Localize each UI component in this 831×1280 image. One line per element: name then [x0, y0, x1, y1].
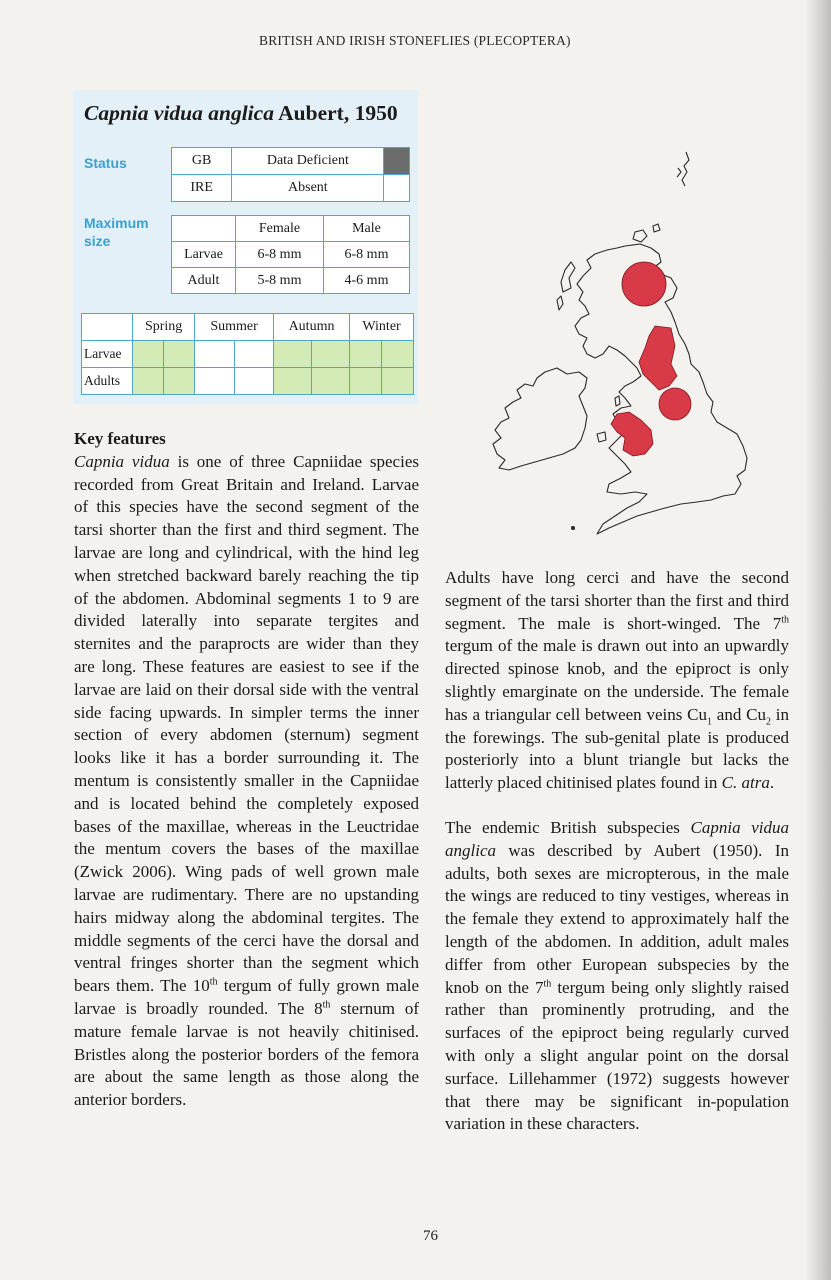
season-cell [234, 368, 273, 395]
season-stage: Adults [82, 368, 133, 395]
season-header-row [82, 314, 414, 341]
species-name: Capnia vidua anglica [84, 101, 274, 125]
running-head: BRITISH AND IRISH STONEFLIES (PLECOPTERA) [259, 33, 571, 48]
ireland-outline [493, 368, 587, 470]
season-row-larvae [82, 341, 414, 368]
size-stage: Adult [172, 268, 236, 294]
status-table [171, 147, 410, 202]
size-corner [172, 216, 236, 242]
size-col-male: Male [324, 216, 410, 242]
record-area-pennines [639, 326, 677, 390]
adults-paragraph: Adults have long cerci and have the second segment of the tarsi shorter than the first and third segment. The male is short-winged. The 7th tergum of the male is drawn out into an upwardly directed spinose knob, and the epiproct is only slightly emarginate on the underside. The female has a triangular cell between veins $Cu_1$ and $Cu_2$ in the forewings. The sub-genital plate is produced posteriorly into a blunt triangle but lacks the latterly placed chitinised plates found in C. atra. [445, 568, 789, 793]
page-number: 76 [423, 1228, 438, 1244]
shetland-outline [682, 152, 689, 186]
size-male: 6-8 mm [324, 242, 410, 268]
season-winter: Winter [350, 314, 414, 341]
size-female: 5-8 mm [236, 268, 324, 294]
season-row-adults [82, 368, 414, 395]
season-cell [133, 368, 164, 395]
max-size-label [84, 214, 149, 250]
max-size-label-line2: size [84, 233, 111, 249]
size-female: 6-8 mm [236, 242, 324, 268]
season-cell [312, 341, 350, 368]
season-cell [273, 368, 311, 395]
season-summer: Summer [195, 314, 274, 341]
distribution-map [475, 150, 795, 540]
status-indicator [384, 175, 410, 202]
status-region: GB [172, 148, 232, 175]
status-label: Status [84, 155, 127, 171]
scilly-dot [572, 527, 575, 530]
season-cell [350, 368, 382, 395]
size-male: 4-6 mm [324, 268, 410, 294]
subspecies-paragraph: The endemic British subspecies Capnia vidua anglica was described by Aubert (1950). In adults, both sexes are micropterous, in the male the wings are reduced to tiny vestiges, whereas in the female they extend to approximately half the length of the abdomen. In addition, adult males differ from other European subspecies by the knob on the 7th tergum being only slightly raised rather than prominently protruding, and the surfaces of the epiproct being regularly curved with only a slight angular point on the dorsal surface. Lillehammer (1972) suggests however that there may be significant in-population variation in these characters. [445, 817, 789, 1134]
season-cell [382, 368, 414, 395]
season-cell [164, 368, 195, 395]
season-cell [164, 341, 195, 368]
anglesey-outline [597, 432, 606, 442]
size-row [172, 268, 410, 294]
status-row [172, 148, 410, 175]
season-cell [382, 341, 414, 368]
max-size-label-line1: Maximum [84, 215, 149, 231]
season-cell [312, 368, 350, 395]
season-corner [82, 314, 133, 341]
isle-of-man-outline [615, 396, 620, 406]
seasonality-table [81, 313, 414, 395]
status-value: Data Deficient [232, 148, 384, 175]
status-value: Absent [232, 175, 384, 202]
key-features-paragraph: Capnia vidua is one of three Capniidae species recorded from Great Britain and Ireland. Larvae of this species have the second segment of the tarsi shorter than the first and third segment. The larvae are long and cylindrical, with the hind leg when stretched backward barely reaching the tip of the abdomen. Abdominal segments 1 to 9 are divided laterally into separate tergites and sternites and the paraprocts are wider than they are long. These features are easiest to see if the larvae are laid on their dorsal side with the ventral side facing upwards. In simpler terms the inner section of every abdomen (sternum) segment looks like it has a border surrounding it. The mentum is consistently smaller in the Capniidae and is located behind the completely exposed bases of the maxillae, whereas in the Leuctridae the mentum covers the bases of the maxillae (Zwick 2006). Wing pads of well grown male larvae are rudimentary. There are no upstanding hairs midway along the abdominal tergites. The middle segments of the cerci have the dorsal and ventral fringes shorter than the segment which bears them. The 10th tergum of fully grown male larvae is broadly rounded. The 8th sternum of mature female larvae is not heavily chitinised. Bristles along the posterior borders of the femora are about the same length as those along the anterior borders. [74, 451, 420, 1110]
hebrides-islet [557, 296, 563, 310]
season-cell [133, 341, 164, 368]
status-indicator [384, 148, 410, 175]
orkney-outline [633, 230, 647, 242]
orkney-islet [653, 224, 660, 232]
page-edge-shadow [805, 0, 831, 1280]
shetland-islet [677, 168, 681, 177]
season-cell [234, 341, 273, 368]
record-dot-yorkshire [659, 388, 691, 420]
hebrides-outline [561, 262, 575, 292]
left-column-text [74, 428, 419, 1112]
season-spring: Spring [133, 314, 195, 341]
season-stage: Larvae [82, 341, 133, 368]
status-row [172, 175, 410, 202]
season-autumn: Autumn [273, 314, 349, 341]
size-col-female: Female [236, 216, 324, 242]
season-cell [350, 341, 382, 368]
species-author: Aubert, 1950 [278, 101, 398, 125]
record-area-peak-district [611, 412, 653, 456]
key-features-heading: Key features [74, 429, 166, 448]
status-region: IRE [172, 175, 232, 202]
season-cell [195, 341, 234, 368]
season-cell [273, 341, 311, 368]
season-cell [195, 368, 234, 395]
size-row [172, 242, 410, 268]
right-column-text [445, 567, 789, 1136]
size-header-row [172, 216, 410, 242]
max-size-table [171, 215, 410, 294]
size-stage: Larvae [172, 242, 236, 268]
record-dot-scotland [622, 262, 666, 306]
species-title [84, 101, 398, 126]
